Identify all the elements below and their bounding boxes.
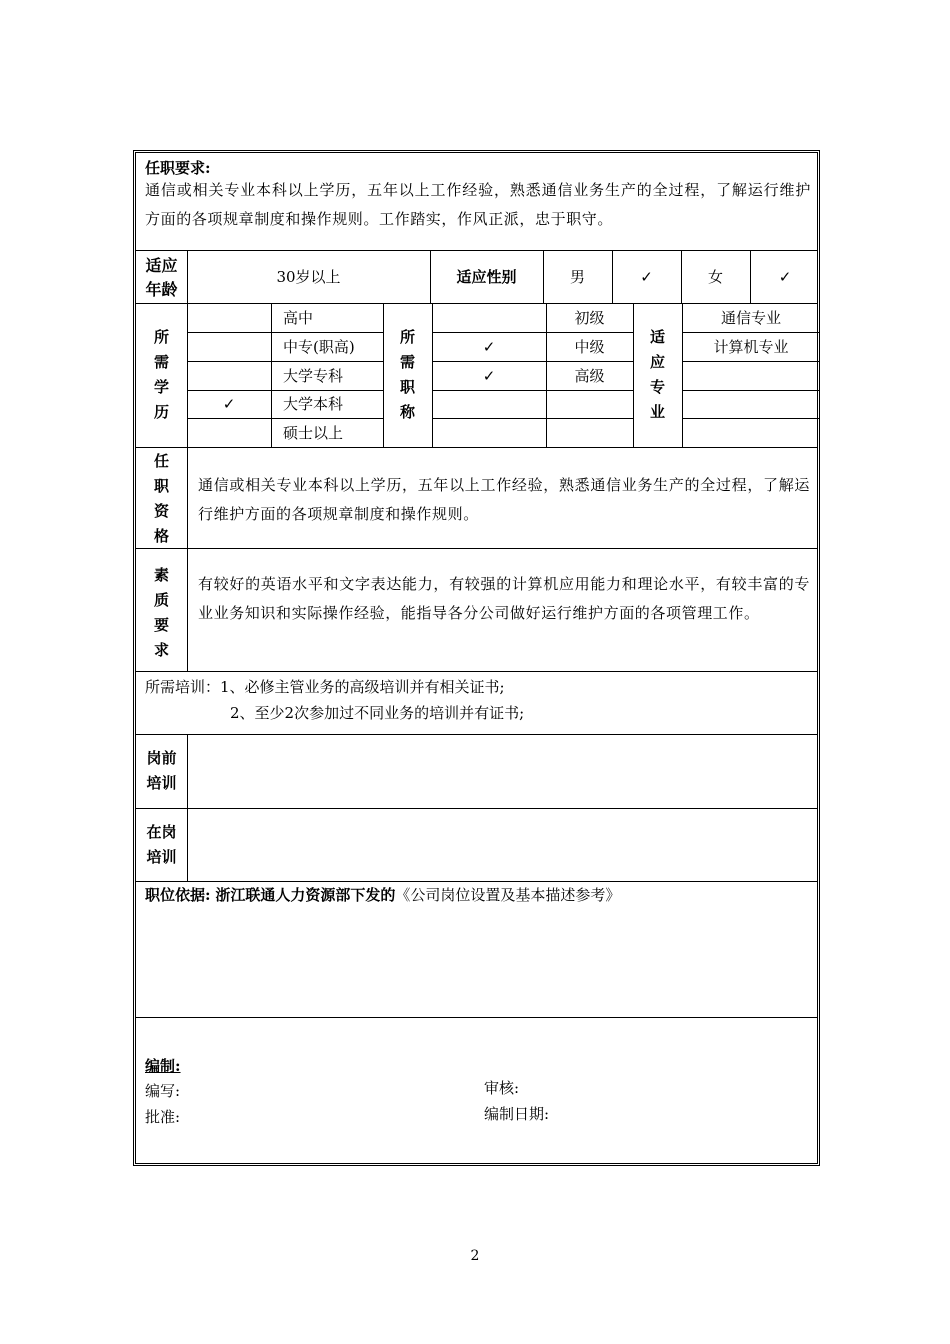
training-prefix: 所需培训： <box>145 678 221 696</box>
divider <box>136 1017 817 1018</box>
title-grade-check-icon: ✓ <box>482 338 496 356</box>
title-grade-check <box>432 304 546 332</box>
age-label-text: 适应年龄 <box>145 256 178 299</box>
writer-label: 编写: <box>145 1082 181 1100</box>
title-grade-check <box>432 390 546 418</box>
approver-label: 批准: <box>145 1108 181 1126</box>
quality-label-text: 素质要求 <box>153 566 169 659</box>
qualification-text: 通信或相关专业本科以上学历，五年以上工作经验，熟悉通信业务生产的全过程，了解运行维护方面的各项规章制度和操作规则。 <box>198 476 810 523</box>
education-level: 高中 <box>283 309 314 327</box>
education-label <box>136 325 187 425</box>
age-value: 30岁以上 <box>276 268 341 286</box>
requirements-title: 任职要求: <box>145 159 211 177</box>
compile-title: 编制: <box>145 1057 181 1075</box>
date-label: 编制日期: <box>484 1105 550 1123</box>
requirements-text: 通信或相关专业本科以上学历，五年以上工作经验，熟悉通信业务生产的全过程，了解运行维护方面的各项规章制度和操作规则。工作踏实，作风正派，忠于职守。 <box>145 181 811 228</box>
education-check <box>187 419 271 447</box>
page-number: 2 <box>470 1248 480 1264</box>
training-item-2: 2、至少2次参加过不同业务的培训并有证书; <box>230 704 525 722</box>
education-check-icon: ✓ <box>222 395 236 413</box>
on-job-label-text: 在岗培训 <box>146 823 177 866</box>
pre-job-label-text: 岗前培训 <box>146 749 177 792</box>
reviewer-label: 审核: <box>484 1079 520 1097</box>
age-label <box>136 254 187 302</box>
title-grade-level: 初级 <box>574 309 605 327</box>
male-label: 男 <box>569 268 585 286</box>
quality-text: 有较好的英语水平和文字表达能力，有较强的计算机应用能力和理论水平，有较丰富的专业业务知识和实际操作经验，能指导各分公司做好运行维护方面的各项管理工作。 <box>198 575 810 622</box>
training-line-1 <box>145 676 505 698</box>
major-item <box>682 390 820 418</box>
title-grade-label-text: 所需职称 <box>399 328 415 421</box>
male-check-icon: ✓ <box>640 268 653 286</box>
basis-label: 职位依据: <box>145 886 211 904</box>
title-grade-check <box>432 419 546 447</box>
education-level: 硕士以上 <box>283 424 344 442</box>
title-grade-check-icon: ✓ <box>482 367 496 385</box>
basis-text-bold: 浙江联通人力资源部下发的 <box>215 886 396 904</box>
gender-label: 适应性别 <box>456 268 517 286</box>
title-grade-level: 高级 <box>574 367 605 385</box>
qualification-label <box>136 449 187 549</box>
pre-job-label <box>136 746 187 796</box>
title-grade-level <box>546 390 633 418</box>
basis-line <box>145 884 620 906</box>
major-item <box>682 362 820 390</box>
divider <box>136 250 817 251</box>
education-check <box>187 362 271 390</box>
education-check <box>187 304 271 332</box>
major-item: 通信专业 <box>720 309 781 327</box>
divider <box>136 734 817 735</box>
education-check <box>187 333 271 361</box>
divider <box>187 447 188 671</box>
title-grade-level: 中级 <box>574 338 605 356</box>
title-grade-level <box>546 419 633 447</box>
education-level: 中专(职高) <box>283 338 355 356</box>
female-check-icon: ✓ <box>778 268 792 286</box>
education-label-text: 所需学历 <box>153 328 169 421</box>
education-level: 大学专科 <box>283 367 344 385</box>
female-label: 女 <box>707 268 723 286</box>
on-job-label <box>136 820 187 870</box>
title-grade-label <box>383 325 432 425</box>
divider <box>136 447 817 448</box>
training-item-1: 1、必修主管业务的高级培训并有相关证书; <box>220 678 505 696</box>
divider <box>136 671 817 672</box>
major-item: 计算机专业 <box>713 338 789 356</box>
job-description-form <box>133 150 820 1166</box>
divider <box>136 548 817 549</box>
quality-label <box>136 563 187 663</box>
education-level: 大学本科 <box>283 395 344 413</box>
major-item <box>682 419 820 447</box>
major-label-text: 适应专业 <box>649 328 665 421</box>
qualification-label-text: 任职资格 <box>153 452 169 545</box>
major-label <box>633 325 682 425</box>
basis-text: 《公司岗位设置及基本描述参考》 <box>395 886 621 904</box>
divider <box>136 808 817 809</box>
divider <box>136 881 817 882</box>
